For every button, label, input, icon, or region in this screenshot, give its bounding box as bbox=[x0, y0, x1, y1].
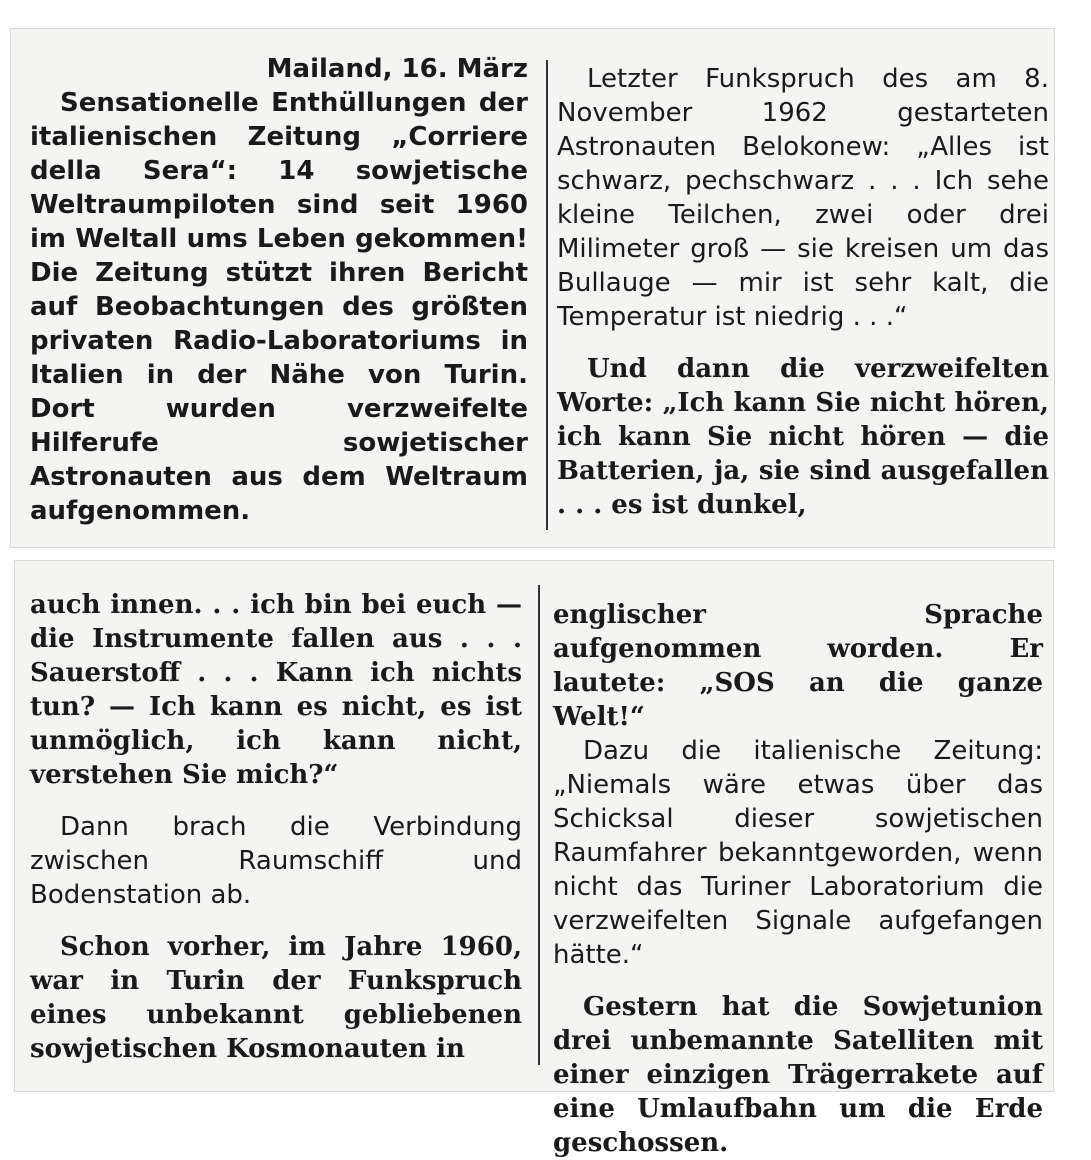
column-top-right bbox=[557, 62, 1049, 522]
paragraph-last-radio-message: Letzter Funkspruch des am 8. November 1962 gestarteten Astronauten Belokonew: „Alles ist schwarz, pechschwarz . . . Ich sehe kleine Teilchen, zwei oder drei Milimeter groß — sie kreisen um das Bullauge — mir ist sehr kalt, die Temperatur ist niedrig . . .“ bbox=[557, 64, 1049, 332]
column-bottom-left bbox=[30, 588, 522, 1066]
paragraph-connection-broken: Dann brach die Verbindung zwischen Raumschiff und Bodenstation ab. bbox=[30, 812, 522, 910]
lead-paragraph: Sensationelle Enthüllungen der italienischen Zeitung „Corriere della Sera“: 14 sowjetische Weltraumpiloten sind seit 1960 im Weltall ums Leben gekommen! Die Zeitung stützt ihren Bericht auf Beobachtungen des größten privaten Radio-Laboratoriums in Italien in der Nähe von Turin. Dort wurden verzweifelte Hilferufe sowjetischer Astronauten aus dem Weltraum aufgenommen. bbox=[30, 88, 528, 526]
paragraph-earlier-1960: Schon vorher, im Jahre 1960, war in Turin der Funkspruch eines unbekannt gebliebenen sowjetischen Kosmonauten in bbox=[30, 932, 522, 1064]
column-divider-top bbox=[546, 60, 548, 530]
paragraph-inside-dark: auch innen. . . ich bin bei euch — die Instrumente fallen aus . . . Sauerstoff . . . Kann ich nichts tun? — Ich kann es nicht, es ist unmöglich, ich kann nicht, verstehen Sie mich?“ bbox=[30, 590, 522, 790]
column-bottom-right bbox=[553, 598, 1043, 1160]
dateline: Mailand, 16. März bbox=[266, 54, 528, 84]
column-divider-bottom bbox=[538, 585, 540, 1065]
column-top-left bbox=[30, 52, 528, 528]
paragraph-desperate-words: Und dann die verzweifelten Worte: „Ich kann Sie nicht hören, ich kann Sie nicht hören — die Batterien, ja, sie sind ausgefallen . . . es ist dunkel, bbox=[557, 354, 1049, 520]
paragraph-sos-message: englischer Sprache aufgenommen worden. Er lautete: „SOS an die ganze Welt!“ bbox=[553, 600, 1043, 732]
paragraph-satellites-launched: Gestern hat die Sowjetunion drei unbemannte Satelliten mit einer einzigen Trägerrakete auf eine Umlaufbahn um die Erde geschossen. bbox=[553, 992, 1043, 1158]
paragraph-italian-newspaper-quote: Dazu die italienische Zeitung: „Niemals wäre etwas über das Schicksal dieser sowjetischen Raumfahrer bekanntgeworden, wenn nicht das Turiner Laboratorium die verzweifelten Signale aufgefangen hätte.“ bbox=[553, 736, 1043, 970]
